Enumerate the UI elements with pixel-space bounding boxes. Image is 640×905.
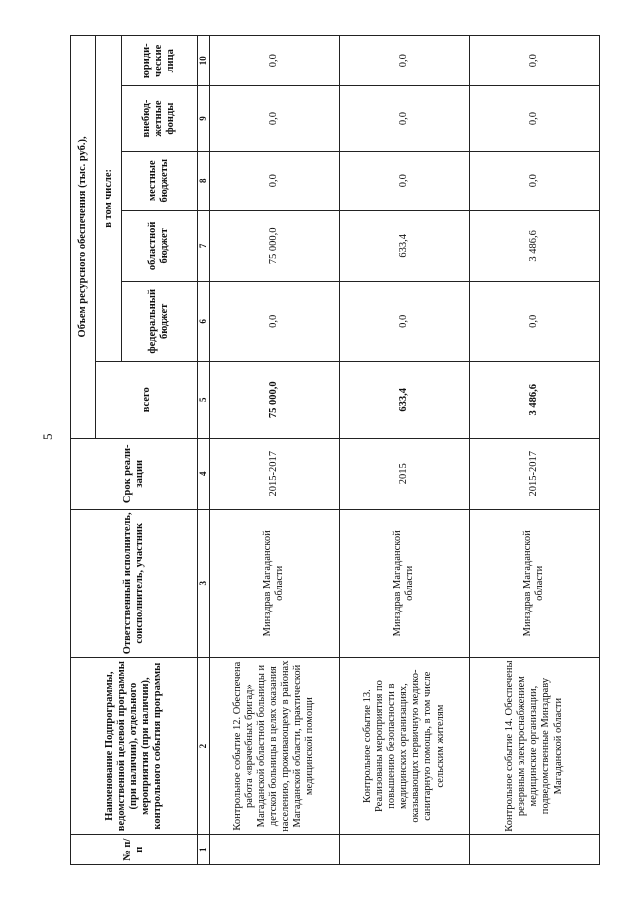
row-regional: 75 000,0 (209, 210, 339, 281)
row-offbudget: 0,0 (209, 86, 339, 151)
row-legal: 0,0 (469, 36, 599, 86)
row-num (339, 835, 469, 865)
header-including: в том числе: (96, 36, 121, 362)
page-number: 5 (40, 433, 55, 440)
column-number: 4 (197, 438, 209, 509)
column-number: 7 (197, 210, 209, 281)
row-total: 75 000,0 (209, 361, 339, 438)
row-num (469, 835, 599, 865)
column-number: 3 (197, 509, 209, 657)
rotated-table-wrapper (70, 35, 600, 865)
header-regional: областной бюджет (121, 210, 197, 281)
row-period: 2015-2017 (209, 438, 339, 509)
row-num (209, 835, 339, 865)
row-executor: Минздрав Магаданской области (209, 509, 339, 657)
column-number: 6 (197, 281, 209, 361)
row-executor: Минздрав Магаданской области (339, 509, 469, 657)
row-legal: 0,0 (209, 36, 339, 86)
header-resources: Объем ресурсного обеспечения (тыс. руб.), (71, 36, 96, 439)
column-number: 5 (197, 361, 209, 438)
header-legal: юриди-ческие лица (121, 36, 197, 86)
row-local: 0,0 (209, 151, 339, 210)
row-period: 2015-2017 (469, 438, 599, 509)
header-executor: Ответственный исполнитель, соисполнитель, участник (71, 509, 198, 657)
row-federal: 0,0 (339, 281, 469, 361)
table-row (469, 36, 599, 865)
table-row (209, 36, 339, 865)
row-local: 0,0 (339, 151, 469, 210)
resource-table (70, 35, 600, 865)
row-total: 3 486,6 (469, 361, 599, 438)
column-number: 1 (197, 835, 209, 865)
header-offbudget: внебюд-жетные фонды (121, 86, 197, 151)
header-total: всего (96, 361, 197, 438)
row-federal: 0,0 (209, 281, 339, 361)
row-offbudget: 0,0 (339, 86, 469, 151)
header-name: Наименование Подпрограммы, ведомственной целевой программы (при наличии), отдельного мероприятия (при наличии), контрольного события программы (71, 657, 198, 835)
row-name: Контрольное событие 13. Реализованы мероприятия по повышению безопасности в медицинских организациях, оказывающих первичную медико-санитарную помощь, в том числе сельским жителям (339, 657, 469, 835)
row-name: Контрольное событие 14. Обеспечены резервным электроснабжением медицинские организации, подведомственные Минздраву Магаданской области (469, 657, 599, 835)
column-number: 2 (197, 657, 209, 835)
row-offbudget: 0,0 (469, 86, 599, 151)
row-total: 633,4 (339, 361, 469, 438)
row-federal: 0,0 (469, 281, 599, 361)
header-num: № п/п (71, 835, 198, 865)
row-period: 2015 (339, 438, 469, 509)
column-number: 8 (197, 151, 209, 210)
row-regional: 633,4 (339, 210, 469, 281)
row-regional: 3 486,6 (469, 210, 599, 281)
header-federal: федеральный бюджет (121, 281, 197, 361)
table-row (339, 36, 469, 865)
row-local: 0,0 (469, 151, 599, 210)
header-period: Срок реали-зации (71, 438, 198, 509)
column-number: 9 (197, 86, 209, 151)
column-number: 10 (197, 36, 209, 86)
row-executor: Минздрав Магаданской области (469, 509, 599, 657)
header-local: местные бюджеты (121, 151, 197, 210)
column-number-row (197, 36, 209, 865)
row-legal: 0,0 (339, 36, 469, 86)
row-name: Контрольное событие 12. Обеспечена работа «врачебных бригад» Магаданской областной больницы и детской больницы в целях оказания населению, проживающему в районах Магаданской области, практической медицинской помощи (209, 657, 339, 835)
